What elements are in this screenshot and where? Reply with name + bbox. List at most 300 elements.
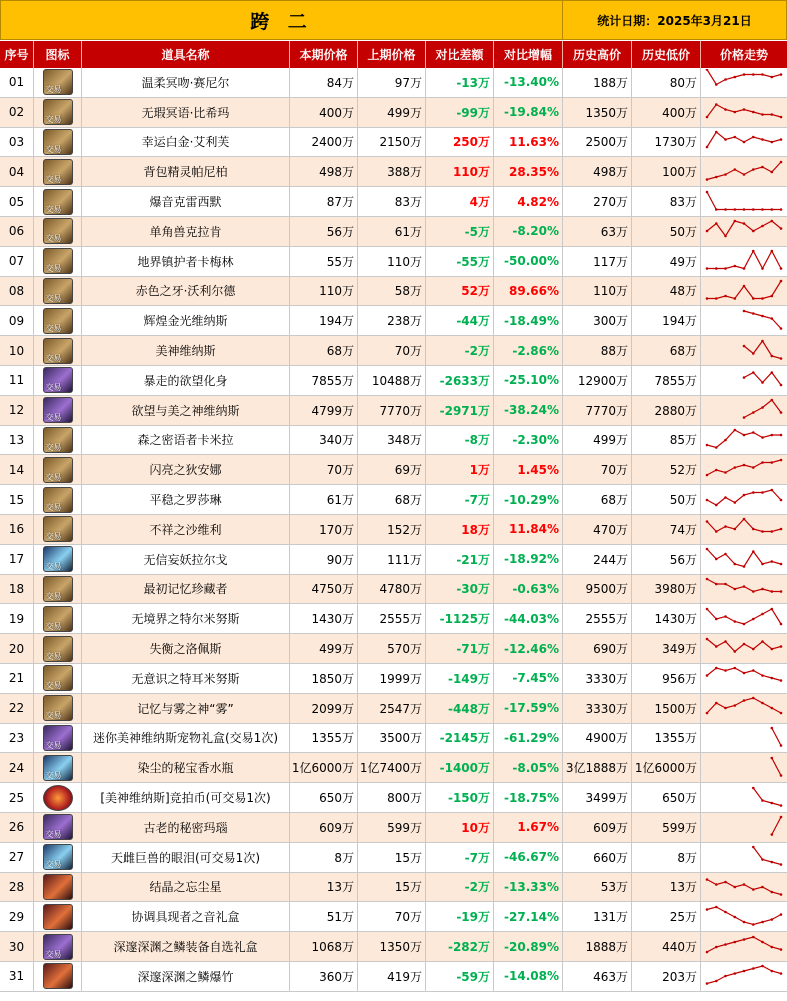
- item-icon: [43, 189, 73, 215]
- trend-point: [734, 265, 737, 268]
- price-difference: 4万: [426, 187, 494, 217]
- item-icon-cell: [34, 783, 82, 813]
- trend-point: [752, 168, 755, 171]
- price-change-pct: -50.00%: [494, 247, 563, 277]
- trend-point: [761, 920, 764, 923]
- current-price: 340万: [290, 426, 358, 456]
- price-difference: -19万: [426, 902, 494, 932]
- trend-point: [780, 327, 783, 330]
- trend-line: [707, 966, 781, 984]
- history-low: 1430万: [632, 604, 701, 634]
- current-price: 609万: [290, 813, 358, 843]
- previous-price: 61万: [358, 217, 426, 247]
- item-icon-cell: [34, 515, 82, 545]
- history-low: 400万: [632, 98, 701, 128]
- row-index: 04: [0, 157, 34, 187]
- trend-point: [752, 411, 755, 414]
- trend-point: [771, 113, 774, 116]
- current-price: 90万: [290, 545, 358, 575]
- trend-point: [761, 314, 764, 317]
- trend-point: [724, 496, 727, 499]
- trend-point: [752, 230, 755, 233]
- item-name: 结晶之忘尘星: [82, 873, 290, 903]
- trend-point: [715, 208, 718, 211]
- trade-tag: 交易: [45, 711, 62, 721]
- price-trend-sparkline: [704, 218, 784, 244]
- trend-point: [724, 910, 727, 913]
- price-trend-cell: [701, 247, 787, 277]
- trend-point: [724, 267, 727, 270]
- trend-point: [771, 861, 774, 864]
- trade-tag: 交易: [45, 323, 62, 333]
- price-change-pct: 28.35%: [494, 157, 563, 187]
- history-low: 194万: [632, 306, 701, 336]
- item-name: 协调具现者之音礼盒: [82, 902, 290, 932]
- previous-price: 2547万: [358, 694, 426, 724]
- trend-point: [752, 528, 755, 531]
- price-trend-sparkline: [704, 665, 784, 691]
- price-trend-sparkline: [704, 308, 784, 334]
- trend-point: [724, 79, 727, 82]
- row-index: 27: [0, 843, 34, 873]
- history-high: 244万: [563, 545, 632, 575]
- trend-point: [780, 138, 783, 141]
- trend-point: [706, 498, 709, 501]
- trend-point: [734, 886, 737, 889]
- trend-point: [724, 208, 727, 211]
- row-index: 13: [0, 426, 34, 456]
- trend-point: [771, 727, 774, 730]
- item-icon: [43, 665, 73, 691]
- trend-point: [752, 250, 755, 253]
- trade-tag: 交易: [45, 830, 62, 840]
- table-row: [0, 634, 787, 664]
- previous-price: 68万: [358, 485, 426, 515]
- price-difference: -7万: [426, 485, 494, 515]
- trade-tag: 交易: [45, 383, 62, 393]
- item-name: 古老的秘密玛瑙: [82, 813, 290, 843]
- trend-line: [707, 192, 781, 210]
- item-name: 爆音克雷西默: [82, 187, 290, 217]
- row-index: 10: [0, 336, 34, 366]
- price-difference: -71万: [426, 634, 494, 664]
- table-row: [0, 247, 787, 277]
- row-index: 05: [0, 187, 34, 217]
- item-icon: [43, 904, 73, 930]
- trend-point: [752, 786, 755, 789]
- row-index: 09: [0, 306, 34, 336]
- item-icon: [43, 367, 73, 393]
- trend-point: [780, 267, 783, 270]
- header-history-low: 历史低价: [632, 41, 701, 68]
- previous-price: 2555万: [358, 604, 426, 634]
- row-index: 15: [0, 485, 34, 515]
- current-price: 13万: [290, 873, 358, 903]
- previous-price: 15万: [358, 873, 426, 903]
- item-icon: [43, 785, 73, 811]
- trend-point: [761, 531, 764, 534]
- trend-point: [780, 116, 783, 119]
- current-price: 650万: [290, 783, 358, 813]
- item-icon-cell: [34, 843, 82, 873]
- price-difference: -21万: [426, 545, 494, 575]
- history-high: 3330万: [563, 664, 632, 694]
- price-trend-cell: [701, 187, 787, 217]
- trend-point: [761, 436, 764, 439]
- table-row: [0, 306, 787, 336]
- trade-tag: 交易: [45, 860, 62, 870]
- price-change-pct: -2.30%: [494, 426, 563, 456]
- header-previous-price: 上期价格: [358, 41, 426, 68]
- trend-point: [734, 220, 737, 223]
- trend-point: [761, 406, 764, 409]
- row-index: 24: [0, 753, 34, 783]
- history-low: 56万: [632, 545, 701, 575]
- trend-point: [771, 141, 774, 144]
- previous-price: 7770万: [358, 396, 426, 426]
- trend-point: [734, 111, 737, 114]
- table-row: [0, 783, 787, 813]
- history-high: 4900万: [563, 724, 632, 754]
- history-high: 9500万: [563, 575, 632, 605]
- row-index: 16: [0, 515, 34, 545]
- item-icon: [43, 427, 73, 453]
- trend-point: [761, 799, 764, 802]
- previous-price: 348万: [358, 426, 426, 456]
- price-trend-cell: [701, 724, 787, 754]
- price-difference: -13万: [426, 68, 494, 98]
- price-difference: -1125万: [426, 604, 494, 634]
- row-index: 23: [0, 724, 34, 754]
- trade-tag: 交易: [45, 144, 62, 154]
- trend-point: [706, 297, 709, 300]
- price-change-pct: -8.20%: [494, 217, 563, 247]
- trend-point: [743, 141, 746, 144]
- trend-point: [715, 503, 718, 506]
- trade-tag: 交易: [45, 264, 62, 274]
- trend-point: [743, 208, 746, 211]
- header-item-name: 道具名称: [82, 41, 290, 68]
- item-icon-cell: [34, 634, 82, 664]
- trend-point: [761, 640, 764, 643]
- price-difference: -99万: [426, 98, 494, 128]
- trend-point: [780, 434, 783, 437]
- trend-point: [771, 399, 774, 402]
- trend-point: [706, 637, 709, 640]
- previous-price: 419万: [358, 962, 426, 992]
- item-icon: [43, 844, 73, 870]
- row-index: 29: [0, 902, 34, 932]
- item-name: 背包精灵帕尼柏: [82, 157, 290, 187]
- row-index: 01: [0, 68, 34, 98]
- trend-point: [724, 439, 727, 442]
- previous-price: 15万: [358, 843, 426, 873]
- price-change-pct: 1.45%: [494, 455, 563, 485]
- history-high: 1350万: [563, 98, 632, 128]
- item-icon: [43, 636, 73, 662]
- trade-tag: 交易: [45, 681, 62, 691]
- price-change-pct: -25.10%: [494, 366, 563, 396]
- history-high: 270万: [563, 187, 632, 217]
- trend-point: [761, 461, 764, 464]
- trade-tag: 交易: [45, 204, 62, 214]
- table-row: [0, 515, 787, 545]
- trend-point: [752, 74, 755, 77]
- trend-point: [761, 563, 764, 566]
- price-trend-sparkline: [704, 695, 784, 721]
- trend-point: [743, 585, 746, 588]
- price-change-pct: 89.66%: [494, 277, 563, 307]
- item-name: 迷你美神维纳斯宠物礼盒(交易1次): [82, 724, 290, 754]
- trend-point: [771, 707, 774, 710]
- previous-price: 4780万: [358, 575, 426, 605]
- price-change-pct: -38.24%: [494, 396, 563, 426]
- price-trend-sparkline: [704, 487, 784, 513]
- trend-point: [761, 858, 764, 861]
- trend-point: [780, 498, 783, 501]
- price-change-pct: -61.29%: [494, 724, 563, 754]
- price-trend-sparkline: [704, 904, 784, 930]
- history-high: 53万: [563, 873, 632, 903]
- row-index: 07: [0, 247, 34, 277]
- history-low: 956万: [632, 664, 701, 694]
- trend-point: [743, 883, 746, 886]
- previous-price: 97万: [358, 68, 426, 98]
- table-row: [0, 426, 787, 456]
- table-row: [0, 455, 787, 485]
- previous-price: 69万: [358, 455, 426, 485]
- row-index: 20: [0, 634, 34, 664]
- trend-point: [771, 170, 774, 173]
- trend-point: [706, 908, 709, 911]
- item-icon: [43, 338, 73, 364]
- current-price: 61万: [290, 485, 358, 515]
- trend-point: [715, 297, 718, 300]
- price-trend-cell: [701, 366, 787, 396]
- trend-point: [761, 940, 764, 943]
- current-price: 170万: [290, 515, 358, 545]
- trend-point: [780, 816, 783, 819]
- price-trend-sparkline: [704, 278, 784, 304]
- trade-tag: 交易: [45, 949, 62, 959]
- price-trend-sparkline: [704, 427, 784, 453]
- trend-point: [724, 670, 727, 673]
- item-icon-cell: [34, 932, 82, 962]
- row-index: 03: [0, 128, 34, 158]
- trend-point: [780, 712, 783, 715]
- item-icon: [43, 934, 73, 960]
- trend-point: [715, 883, 718, 886]
- trend-point: [706, 878, 709, 881]
- trend-point: [724, 295, 727, 298]
- history-high: 188万: [563, 68, 632, 98]
- price-change-pct: 11.84%: [494, 515, 563, 545]
- price-change-pct: 1.67%: [494, 813, 563, 843]
- price-change-pct: 4.82%: [494, 187, 563, 217]
- item-name: 辉煌金光维纳斯: [82, 306, 290, 336]
- price-trend-sparkline: [704, 367, 784, 393]
- trend-point: [715, 175, 718, 178]
- previous-price: 111万: [358, 545, 426, 575]
- current-price: 55万: [290, 247, 358, 277]
- trend-point: [743, 74, 746, 77]
- item-name: 闪亮之狄安娜: [82, 455, 290, 485]
- price-trend-sparkline: [704, 844, 784, 870]
- history-high: 1888万: [563, 932, 632, 962]
- current-price: 51万: [290, 902, 358, 932]
- price-difference: -5万: [426, 217, 494, 247]
- item-icon: [43, 963, 73, 989]
- item-icon: [43, 576, 73, 602]
- trend-point: [761, 886, 764, 889]
- trend-point: [752, 297, 755, 300]
- previous-price: 83万: [358, 187, 426, 217]
- item-name: 深邃深渊之鳞爆竹: [82, 962, 290, 992]
- item-name: 幸运白金·艾利芙: [82, 128, 290, 158]
- trend-point: [706, 230, 709, 233]
- stat-date: 统计日期：2025年3月21日: [563, 0, 787, 40]
- history-high: 463万: [563, 962, 632, 992]
- trend-point: [771, 354, 774, 357]
- trend-point: [706, 982, 709, 985]
- price-trend-sparkline: [704, 725, 784, 751]
- trend-point: [715, 131, 718, 134]
- current-price: 360万: [290, 962, 358, 992]
- history-low: 25万: [632, 902, 701, 932]
- item-icon: [43, 546, 73, 572]
- table-row: [0, 98, 787, 128]
- price-difference: -2145万: [426, 724, 494, 754]
- price-trend-cell: [701, 98, 787, 128]
- previous-price: 58万: [358, 277, 426, 307]
- price-trend-sparkline: [704, 69, 784, 95]
- current-price: 1355万: [290, 724, 358, 754]
- history-low: 203万: [632, 962, 701, 992]
- trend-point: [780, 645, 783, 648]
- trend-point: [761, 297, 764, 300]
- trend-point: [761, 339, 764, 342]
- price-change-pct: -18.49%: [494, 306, 563, 336]
- item-name: 地界镇护者卡梅林: [82, 247, 290, 277]
- trend-point: [706, 675, 709, 678]
- trend-point: [724, 707, 727, 710]
- trend-point: [724, 640, 727, 643]
- item-icon-cell: [34, 306, 82, 336]
- price-trend-cell: [701, 664, 787, 694]
- trend-point: [761, 491, 764, 494]
- previous-price: 10488万: [358, 366, 426, 396]
- trend-point: [752, 550, 755, 553]
- trend-point: [752, 136, 755, 139]
- history-high: 70万: [563, 455, 632, 485]
- price-trend-cell: [701, 306, 787, 336]
- history-high: 117万: [563, 247, 632, 277]
- trend-point: [715, 558, 718, 561]
- trend-point: [706, 607, 709, 610]
- trend-point: [752, 352, 755, 355]
- trend-point: [706, 190, 709, 193]
- trend-point: [752, 617, 755, 620]
- trend-point: [734, 136, 737, 139]
- price-change-pct: 11.63%: [494, 128, 563, 158]
- item-icon-cell: [34, 664, 82, 694]
- price-trend-cell: [701, 753, 787, 783]
- trend-point: [771, 970, 774, 973]
- trend-point: [706, 146, 709, 149]
- table-body: [0, 68, 787, 992]
- trend-point: [780, 208, 783, 211]
- item-icon-cell: [34, 873, 82, 903]
- price-trend-cell: [701, 68, 787, 98]
- trend-point: [752, 846, 755, 849]
- history-low: 52万: [632, 455, 701, 485]
- history-low: 1355万: [632, 724, 701, 754]
- table-row: [0, 604, 787, 634]
- trend-point: [743, 309, 746, 312]
- item-icon-cell: [34, 753, 82, 783]
- current-price: 4799万: [290, 396, 358, 426]
- trend-point: [734, 972, 737, 975]
- price-trend-sparkline: [704, 338, 784, 364]
- price-trend-cell: [701, 217, 787, 247]
- trend-point: [743, 565, 746, 568]
- trend-line: [707, 70, 781, 85]
- price-change-pct: -17.59%: [494, 694, 563, 724]
- price-trend-cell: [701, 485, 787, 515]
- trend-point: [752, 466, 755, 469]
- current-price: 8万: [290, 843, 358, 873]
- trend-point: [761, 138, 764, 141]
- trend-point: [780, 680, 783, 683]
- trend-line: [707, 132, 781, 147]
- history-low: 80万: [632, 68, 701, 98]
- trend-point: [752, 111, 755, 114]
- item-icon: [43, 874, 73, 900]
- trend-point: [780, 280, 783, 283]
- price-difference: -2万: [426, 873, 494, 903]
- item-name: 美神维纳斯: [82, 336, 290, 366]
- price-trend-sparkline: [704, 159, 784, 185]
- price-change-pct: -13.33%: [494, 873, 563, 903]
- table-row: [0, 575, 787, 605]
- trend-point: [734, 588, 737, 591]
- price-trend-sparkline: [704, 874, 784, 900]
- trend-point: [706, 950, 709, 953]
- trade-tag: 交易: [45, 413, 62, 423]
- item-icon-cell: [34, 336, 82, 366]
- trend-point: [780, 863, 783, 866]
- history-high: 12900万: [563, 366, 632, 396]
- item-icon-cell: [34, 724, 82, 754]
- price-change-pct: -18.75%: [494, 783, 563, 813]
- trend-line: [707, 549, 781, 567]
- price-difference: -7万: [426, 843, 494, 873]
- price-trend-cell: [701, 277, 787, 307]
- trend-point: [780, 384, 783, 387]
- row-index: 14: [0, 455, 34, 485]
- trend-point: [761, 702, 764, 705]
- trend-point: [752, 647, 755, 650]
- current-price: 70万: [290, 455, 358, 485]
- trend-point: [771, 834, 774, 837]
- trend-point: [743, 463, 746, 466]
- item-name: 单角兽克拉肯: [82, 217, 290, 247]
- trend-point: [724, 583, 727, 586]
- trend-point: [743, 344, 746, 347]
- current-price: 498万: [290, 157, 358, 187]
- trade-tag: 交易: [45, 442, 62, 452]
- trend-point: [752, 590, 755, 593]
